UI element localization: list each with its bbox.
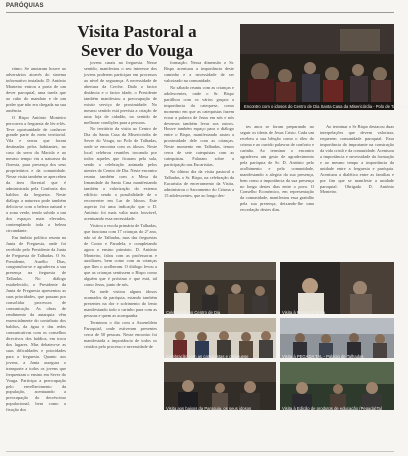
paragraph: No último dia da visita pastoral a Talhadas, o Sr. Bispo, na celebração da Eucaristia de encerramento da Visita, administrou o Sacramento do Crisma a 15 adolescentes, que ao longo des- bbox=[164, 169, 234, 198]
photo-catequistas-image bbox=[164, 318, 276, 358]
photo-caption: Celebração com as catequistas e catequese bbox=[166, 354, 249, 359]
paragraph: O Bispo António Monteiro percorreu a freguesia de lés-a-lés. Teve oportunidade de conhecer grande parte do meio territorial. Vila e serras que foram destinadas pelos habitantes, no caso da serra da Macida e ao mesmo tempo viu a natureza da floresta, para presença dos seus proprietários e da comunidade. Nesse visita também se apercebeu da área florestal que é administrada pela Confraria dos baldios da freguesia. Neste diálogo a natureza pode também delicia-se com a beleza natural e a zona verde, tendo subido a um dos espaços mais elevados, contemplando toda a beleza circundante. bbox=[6, 114, 66, 233]
paragraph: Na tarde visitou alguns idosos acamados da paróquia, estando também presentes na dor e sofrimento do lento manifestando todo o carinho para com as pessoas e quem as acompanha. bbox=[84, 289, 157, 319]
column-right-b bbox=[320, 124, 394, 249]
section-tag: PARÓQUIAS bbox=[6, 3, 44, 9]
photo-caption: Visita à Pessoa a Rosa bbox=[282, 310, 326, 315]
paragraph: No sábado reuniu com as crianças e adolescentes, onde o Sr. Bispo partilhou com os vários grupos a importância da catequese, como momento em que as catequistas fazem ecoar a palavra de Jesus em nós e nós devemos também levar aos outros. Houve também espaço para o diálogo entre o Bispo, manifestando assim a proximidade dele com as crianças. Neste momento em Talhadas, temos cerca de sete catequistas com as catequistas. Falaram sobre a participação nas Eucaristias. bbox=[164, 84, 234, 168]
paragraph: ritmo. Se anotaram houve ao adversários através do sistema informativo instalado. D. António Monteiro entrou a porta de um dever paroquial, uma tarefa que ao cabo do mandato e de um poder que não era chegada na sua ausência. bbox=[6, 66, 66, 113]
paragraph: Ao terminar o Sr Bispo destacou duas interpelações que devem valorizar, requerem comunidade paroquial. Essa importância do importante na construção da vida cristã e da comunidade. Acentuou a importância e necessidade da formação e ao mesmo tempo a importância da unidade entre a freguesia e paróquia. Acentuou a dialética entre as famílias e por fim que se manifeste a unidade paroquial. Obrigado D. António Monteiro. bbox=[320, 124, 394, 195]
photo-caption: Celebração no Centro de Dia bbox=[166, 310, 221, 315]
footer-rule bbox=[6, 451, 394, 452]
column-right-a bbox=[240, 124, 314, 249]
paragraph: Terminou o dia com a Assembleia Paroquial, onde estiveram presentes cerca de 50 pessoas. Nesse encontro foi manifestada a importância de todos os cristãos pelo processo e necessidade de bbox=[84, 319, 157, 349]
photo-visita-pequenos-image bbox=[164, 362, 276, 410]
column-middle bbox=[84, 60, 157, 451]
paragraph: tes anos se foram preparando no seguir os ideais de Jesus Cristo. Cada um recebeu a sua bênção como o óleo do crisma e ao ouvido palavras de conforto e carinho. Ao terminar o encontro agradeceu um gesto de agradecimento pela paróquia de Sr. D. António pelo acolhimento e pela comunidade, manifestando a alegria da sua presença, bem como a importância da sua presença no longo destes dias entre o povo. O Conselho Económico, em representação da comunidade, manifestou essa gratidão pela sua presença, deixando-lhe uma recordação destes dias. bbox=[240, 124, 314, 213]
photo-caption: Encontro com o idosos do Centro de Dia Santa Casa da Misericórdia - Polo de Talhadas bbox=[244, 104, 408, 109]
paragraph: formação. Nessa dimensão o Sr. Bispo acentuou a importância deste caminho e a necessidade de ser valorizado na comunidade. bbox=[164, 60, 234, 83]
header-rule bbox=[6, 12, 394, 13]
photo-caption: Visita à PEGADA TAL - Palácio de Talhadas bbox=[282, 354, 364, 359]
photo-celebracao bbox=[164, 262, 276, 314]
photo-pegadas bbox=[280, 318, 394, 358]
photo-centro-de-dia-image bbox=[240, 24, 408, 110]
photo-celebracao-image bbox=[164, 262, 276, 314]
photo-visita-pessoa-image bbox=[280, 262, 394, 314]
photo-visita-pequenos bbox=[164, 362, 276, 410]
paragraph: jovens casais na freguesia. Nesse sentido, manifestou o seu interesse dos jovens poderem participar em processos ao nível de segurança. A necessidade de abertura da Creche. Dado o factor distância e o factor idade, o Presidente também manifestou a preocupação de existir serviço de proximidade. No mesmo sentido está prevista a criação de uma loja de cidadão, no sentido de melhorar condições para a pessoas. bbox=[84, 60, 157, 125]
article-title: Visita Pastoral a Sever do Vouga bbox=[77, 22, 197, 60]
paragraph: No território da visita ao Centro de Dia da Santa Casa da Misericórdia de Sever do Vouga, no Polo de Talhadas, onde se encontra com os idosos. Neste local celebrou reuniões trocando por todos aqueles que ficaram pela sala, sendo a celebração animada pelos utentes do Centro de Dia. Neste encontro reuniu também com a Mesa da Irmandade da Santa Casa manifestando também a valorização do extenso edifício sendo a possibilidade de o reconverter em Lar de Idosos. Este aspecto foi uma indicação que o D. António foi mais valia mais louvável, acentuando essa necessidade. bbox=[84, 126, 157, 221]
photo-caption: Visita à Edição de produtos de educação (Pegada)Tal bbox=[282, 406, 382, 411]
photo-pegadas-image bbox=[280, 318, 394, 358]
photo-baldios bbox=[280, 362, 394, 410]
paragraph: Visitou a escola primária de Talhadas, que funciona com 17 crianças do 2º ano, não só de Talhadas, mas das freguesias de Couto e Paradela, e completando agora o ensino primário. D. António Monteiro, falou com as professoras e auxiliares, bem como com as crianças que lhes o acolheram. O diálogo levou a que as crianças sentissem o Bispo como alguém que é próximo e que está, tal como Jesus, junto de nós. bbox=[84, 222, 157, 288]
photo-caption: Visita aos baixos da Paroquia, os seus idosos bbox=[166, 406, 252, 411]
photo-catequistas bbox=[164, 318, 276, 358]
paragraph: Em âmbito político reuniu na Junta de Freguesia, onde foi recebido pelo Presidente da Junta de Freguesia de Talhadas. O Sr. Presidente, Aurélio Dias, congratulou-se e agradeceu a sua presença na freguesia de Talhadas. No diálogo estabelecido, o Presidente da Junta de Freguesia apresentou as suas prioridades, que passam por consolidar processos de comunicação. As obras de rendimento da autarquia vêm essencialmente do contributo dos baldios, da água e das redes comunicativas com os conselhos directivos dos baldios, em troca dos lugares. Mas debateu-se as suas dificuldades e prioridades para a freguesia. Quanto aos jovens, a Junta assegura o transporte a todos os jovens que frequentam o ensino em Sever do Vouga. Participa a preocupação pelo envelhecimento da população, acentuando a preocupação do decréscimo populacional, bem como a fixação dos bbox=[6, 234, 66, 413]
photo-baldios-image bbox=[280, 362, 394, 410]
column-center bbox=[164, 60, 234, 255]
photo-visita-pessoa bbox=[280, 262, 394, 314]
column-left bbox=[6, 66, 66, 451]
photo-centro-de-dia bbox=[240, 24, 408, 110]
